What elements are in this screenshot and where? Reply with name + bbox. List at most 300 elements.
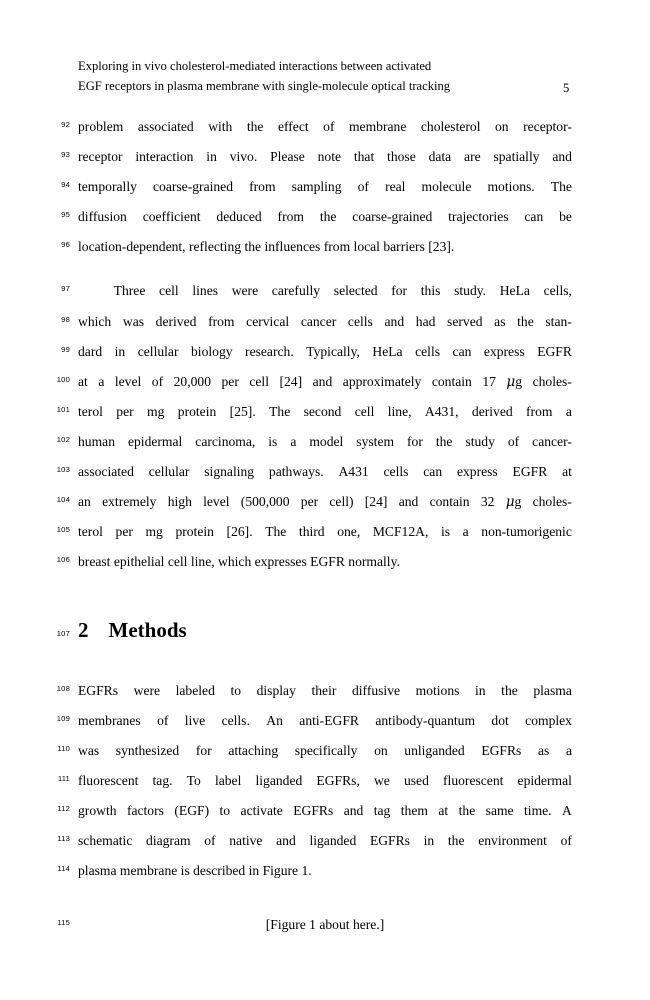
paragraph-3 [0, 676, 650, 887]
line-number: 102 [56, 434, 70, 444]
text-line [0, 202, 650, 232]
word: EGFRs [78, 682, 119, 698]
line-number: 115 [57, 918, 70, 928]
word: dard [78, 343, 103, 359]
word: those [387, 149, 416, 165]
text-line [0, 232, 650, 262]
word: EGFRs [369, 832, 410, 848]
word: receptor- [523, 119, 572, 134]
word: fluorescent [78, 772, 139, 788]
word: same [485, 802, 514, 818]
document-body [0, 112, 650, 940]
paragraph-2 [0, 276, 650, 577]
word: The [265, 524, 287, 540]
word: antibody-quantum [375, 712, 476, 728]
word: contain [429, 494, 470, 510]
word: 20,000 [173, 373, 211, 389]
word: on [374, 742, 388, 758]
word: were [133, 682, 161, 698]
line-number: 100 [56, 374, 70, 384]
line-number: 103 [56, 465, 70, 475]
line-text [78, 457, 572, 487]
running-header [78, 56, 572, 96]
word: of [507, 433, 520, 449]
word: system [356, 433, 395, 449]
word: are [464, 149, 481, 165]
word: pathways. [268, 464, 324, 480]
paragraph-1 [0, 112, 650, 262]
word: with [208, 119, 233, 134]
word: receptor [78, 149, 123, 165]
line-number: 95 [61, 210, 70, 220]
word: liganded [255, 772, 303, 788]
word: human [78, 433, 115, 449]
text-line [0, 427, 650, 457]
word: study. [454, 283, 487, 299]
word: level [114, 373, 142, 389]
word: diffusion [78, 209, 127, 225]
word: labeled [175, 682, 215, 698]
word: express [483, 343, 525, 359]
word: cellular [137, 343, 179, 359]
line-text [78, 796, 572, 826]
line-number: 110 [57, 743, 70, 753]
line-text [78, 517, 572, 547]
word: cells, [543, 283, 572, 299]
line-text [78, 112, 572, 142]
line-text: location-dependent, reflecting the influences from local barriers [23]. [78, 239, 455, 255]
word: them [400, 802, 428, 818]
word: μg [505, 494, 522, 511]
word: cervical [246, 313, 290, 329]
word: the [435, 433, 453, 449]
text-line [0, 796, 650, 826]
line-text: plasma membrane is described in Figure 1. [78, 863, 312, 879]
word: liganded [309, 832, 357, 848]
word: for [407, 433, 423, 449]
line-text [78, 427, 572, 457]
word: associated [78, 464, 134, 480]
line-text [78, 276, 572, 306]
word: were [231, 283, 259, 299]
word: from [526, 403, 553, 419]
word: membranes [78, 712, 141, 728]
line-number: 113 [57, 833, 70, 843]
word: stan- [545, 313, 572, 329]
line-text [78, 142, 572, 172]
line-text: breast epithelial cell line, which expresses EGFR normally. [78, 554, 400, 570]
running-header-line-2: EGF receptors in plasma membrane with single-molecule optical tracking [78, 79, 451, 93]
word: per [116, 403, 134, 419]
word: anti-EGFR [299, 712, 359, 728]
word: as [494, 313, 506, 329]
word: data [428, 149, 452, 165]
line-text [78, 172, 572, 202]
word: EGFR [512, 464, 548, 480]
text-line [0, 547, 650, 577]
word: terol [78, 403, 103, 419]
word: environment [478, 832, 547, 848]
line-text [78, 676, 572, 706]
line-text [78, 202, 572, 232]
word: per [221, 373, 239, 389]
word: model [309, 433, 344, 449]
section-heading-text [78, 615, 187, 645]
word: A431, [424, 403, 459, 419]
line-number: 99 [61, 344, 70, 354]
word: MCF12A, [372, 524, 429, 540]
word: cholesterol [420, 119, 481, 134]
line-text [78, 397, 572, 427]
figure-note-gap [0, 886, 650, 910]
word: carcinoma, [195, 433, 256, 449]
line-text [78, 766, 572, 796]
word: cell [159, 283, 179, 299]
section-heading-number: 2 [78, 618, 89, 643]
word: in [423, 832, 435, 848]
word: third [298, 524, 325, 540]
word: note [317, 149, 342, 165]
line-text [78, 337, 572, 367]
word: at [78, 373, 88, 389]
word: research. [245, 343, 294, 359]
word: choles- [532, 373, 572, 389]
word: time. [524, 802, 552, 818]
word: real [385, 179, 406, 195]
word: factors [126, 802, 164, 818]
line-number: 107 [56, 629, 70, 639]
text-line [0, 112, 650, 142]
word: tag. [152, 772, 173, 788]
word: one, [337, 524, 361, 540]
word: at [562, 464, 572, 480]
line-text [78, 307, 572, 337]
word: this [420, 283, 441, 299]
word: extremely [102, 494, 157, 510]
word: express [456, 464, 498, 480]
word: spatially [493, 149, 540, 165]
word: the [319, 209, 337, 225]
word: derived [471, 403, 513, 419]
word: be [559, 209, 572, 225]
word: (500,000 [240, 494, 290, 510]
word: EGFRs [481, 742, 522, 758]
word: and [343, 802, 364, 818]
word: in [206, 149, 217, 165]
word: unliganded [404, 742, 465, 758]
text-line [0, 826, 650, 856]
word: non-tumorigenic [481, 524, 572, 540]
line-number: 112 [57, 803, 70, 813]
word: specifically [294, 742, 358, 758]
word: a [565, 403, 572, 419]
word: Three [113, 283, 146, 299]
word: EGFRs, [316, 772, 360, 788]
word: can [452, 343, 472, 359]
word: protein [177, 403, 217, 419]
word: the [447, 832, 465, 848]
word: as [537, 742, 550, 758]
section-heading [0, 618, 650, 651]
word: live [184, 712, 206, 728]
line-number: 106 [56, 555, 70, 565]
figure-note-line [0, 910, 650, 940]
word: of [560, 832, 572, 848]
word: cell [249, 373, 269, 389]
word: native [229, 832, 263, 848]
text-line [0, 517, 650, 547]
word: second [303, 403, 342, 419]
word: protein [175, 524, 214, 540]
word: the [458, 802, 476, 818]
word: epidermal [517, 772, 572, 788]
text-line [0, 736, 650, 766]
word: and [552, 149, 572, 165]
word: the [517, 313, 534, 329]
word: a [565, 742, 572, 758]
word: derived [155, 313, 197, 329]
section-heading-title: Methods [108, 618, 187, 643]
word: membrane [348, 119, 407, 134]
word: deduced [216, 209, 262, 225]
word: for [391, 283, 408, 299]
word: from [277, 209, 304, 225]
word: cells. [221, 712, 250, 728]
line-number: 93 [61, 150, 70, 160]
word: To [186, 772, 201, 788]
word: served [447, 313, 483, 329]
word: is [440, 524, 451, 540]
word: cell [354, 403, 375, 419]
word: plasma [533, 682, 572, 698]
word: can [423, 464, 443, 480]
word: for [195, 742, 212, 758]
word: high [167, 494, 192, 510]
word: 17 [482, 373, 496, 389]
word: epidermal [127, 433, 183, 449]
word: of [323, 119, 335, 134]
text-line [0, 706, 650, 736]
word: The [550, 179, 572, 195]
running-header-line-1: Exploring in vivo cholesterol-mediated interactions between activated [78, 59, 432, 73]
word: display [256, 682, 296, 698]
word: to [219, 802, 231, 818]
word: HeLa [499, 283, 530, 299]
word: problem [78, 119, 124, 134]
word: diagram [146, 832, 191, 848]
word: Please [270, 149, 305, 165]
word: selected [333, 283, 378, 299]
word: which [78, 313, 112, 329]
word: cells [347, 313, 373, 329]
line-number: 108 [56, 683, 70, 693]
word: molecule [421, 179, 472, 195]
word: from [208, 313, 235, 329]
line-text [78, 706, 572, 736]
word: per [115, 524, 133, 540]
word: choles- [532, 494, 572, 510]
line-number: 98 [61, 314, 70, 324]
line-number: 111 [57, 773, 70, 783]
text-line [0, 276, 650, 306]
word: cellular [148, 464, 190, 480]
word: coarse-grained [352, 209, 433, 225]
micro-symbol: μ [505, 494, 515, 511]
word: biology [191, 343, 233, 359]
line-text [78, 736, 572, 766]
word: cancer- [532, 433, 572, 449]
line-number: 94 [61, 180, 70, 190]
word: a [290, 433, 297, 449]
word: level [203, 494, 230, 510]
word: contain [431, 373, 472, 389]
word: of [157, 712, 169, 728]
word: coarse-grained [153, 179, 234, 195]
word: A431 [338, 464, 369, 480]
word: can [524, 209, 544, 225]
word: [24] [364, 494, 388, 510]
word: was [122, 313, 145, 329]
word: sampling [291, 179, 342, 195]
line-number: 96 [61, 240, 70, 250]
word: cancer [300, 313, 337, 329]
text-line [0, 367, 650, 397]
word: in [475, 682, 486, 698]
word: the [501, 682, 518, 698]
word: EGFR [537, 343, 572, 359]
word: line, [387, 403, 412, 419]
word: (EGF) [174, 802, 210, 818]
word: study [465, 433, 495, 449]
word: we [373, 772, 390, 788]
text-line [0, 856, 650, 886]
word: from [249, 179, 276, 195]
word: carefully [271, 283, 321, 299]
word: at [438, 802, 449, 818]
line-number: 97 [61, 284, 70, 294]
word: and [384, 313, 405, 329]
word: interaction [135, 149, 194, 165]
text-line [0, 676, 650, 706]
word: diffusive [351, 682, 401, 698]
word: growth [78, 802, 117, 818]
page-number: 5 [563, 81, 570, 95]
word: dot [491, 712, 509, 728]
word: tag [373, 802, 391, 818]
word: to [230, 682, 242, 698]
word: vivo. [229, 149, 258, 165]
line-number: 104 [56, 495, 70, 505]
word: signaling [204, 464, 255, 480]
word: that [353, 149, 375, 165]
word: cell) [329, 494, 354, 510]
word: per [300, 494, 319, 510]
word: cells [383, 464, 409, 480]
word: of [357, 179, 369, 195]
word: used [403, 772, 429, 788]
word: lines [192, 283, 219, 299]
word: motions. [487, 179, 535, 195]
word: The [269, 403, 291, 419]
word: cells [415, 343, 441, 359]
word: schematic [78, 832, 133, 848]
word: 32 [480, 494, 495, 510]
text-line [0, 397, 650, 427]
word: HeLa [372, 343, 403, 359]
line-number: 114 [57, 864, 70, 874]
word: in [114, 343, 126, 359]
line-text [78, 367, 572, 397]
line-number: 105 [56, 525, 70, 535]
word: effect [277, 119, 309, 134]
word: activate [240, 802, 283, 818]
word: temporally [78, 179, 137, 195]
word: [25]. [229, 403, 256, 419]
word: An [266, 712, 283, 728]
text-line [0, 487, 650, 517]
text-line [0, 457, 650, 487]
text-line [0, 337, 650, 367]
word: a [462, 524, 469, 540]
word: associated [137, 119, 194, 134]
line-text [78, 487, 572, 517]
word: coefficient [142, 209, 201, 225]
word: terol [78, 524, 103, 540]
line-number: 101 [56, 404, 70, 414]
word: EGFRs [293, 802, 334, 818]
word: fluorescent [443, 772, 504, 788]
word: the [246, 119, 264, 134]
text-line [0, 142, 650, 172]
paragraph-gap [0, 262, 650, 276]
word: complex [525, 712, 572, 728]
word: and [276, 832, 296, 848]
word: trajectories [448, 209, 509, 225]
line-number: 109 [56, 713, 70, 723]
word: had [415, 313, 436, 329]
word: is [268, 433, 278, 449]
word: an [78, 494, 91, 510]
word: A [562, 802, 572, 818]
line-number: 92 [61, 120, 70, 129]
text-line [0, 766, 650, 796]
word: a [98, 373, 105, 389]
section-gap-below [0, 652, 650, 676]
word: and [312, 373, 333, 389]
word: attaching [228, 742, 279, 758]
word: approximately [342, 373, 422, 389]
word: of [151, 373, 164, 389]
word: [24] [279, 373, 303, 389]
line-text [78, 826, 572, 856]
text-line [0, 172, 650, 202]
word: Typically, [306, 343, 360, 359]
word: synthesized [115, 742, 180, 758]
word: μg [506, 373, 523, 390]
word: was [78, 742, 100, 758]
word: label [214, 772, 242, 788]
word: motions [415, 682, 460, 698]
word: mg [145, 524, 163, 540]
micro-symbol: μ [506, 373, 516, 390]
word: on [495, 119, 509, 134]
word: of [204, 832, 216, 848]
word: their [311, 682, 337, 698]
paragraph-indent [78, 276, 100, 306]
word: mg [147, 403, 165, 419]
figure-placeholder-note: [Figure 1 about here.] [265, 917, 385, 933]
word: and [398, 494, 419, 510]
